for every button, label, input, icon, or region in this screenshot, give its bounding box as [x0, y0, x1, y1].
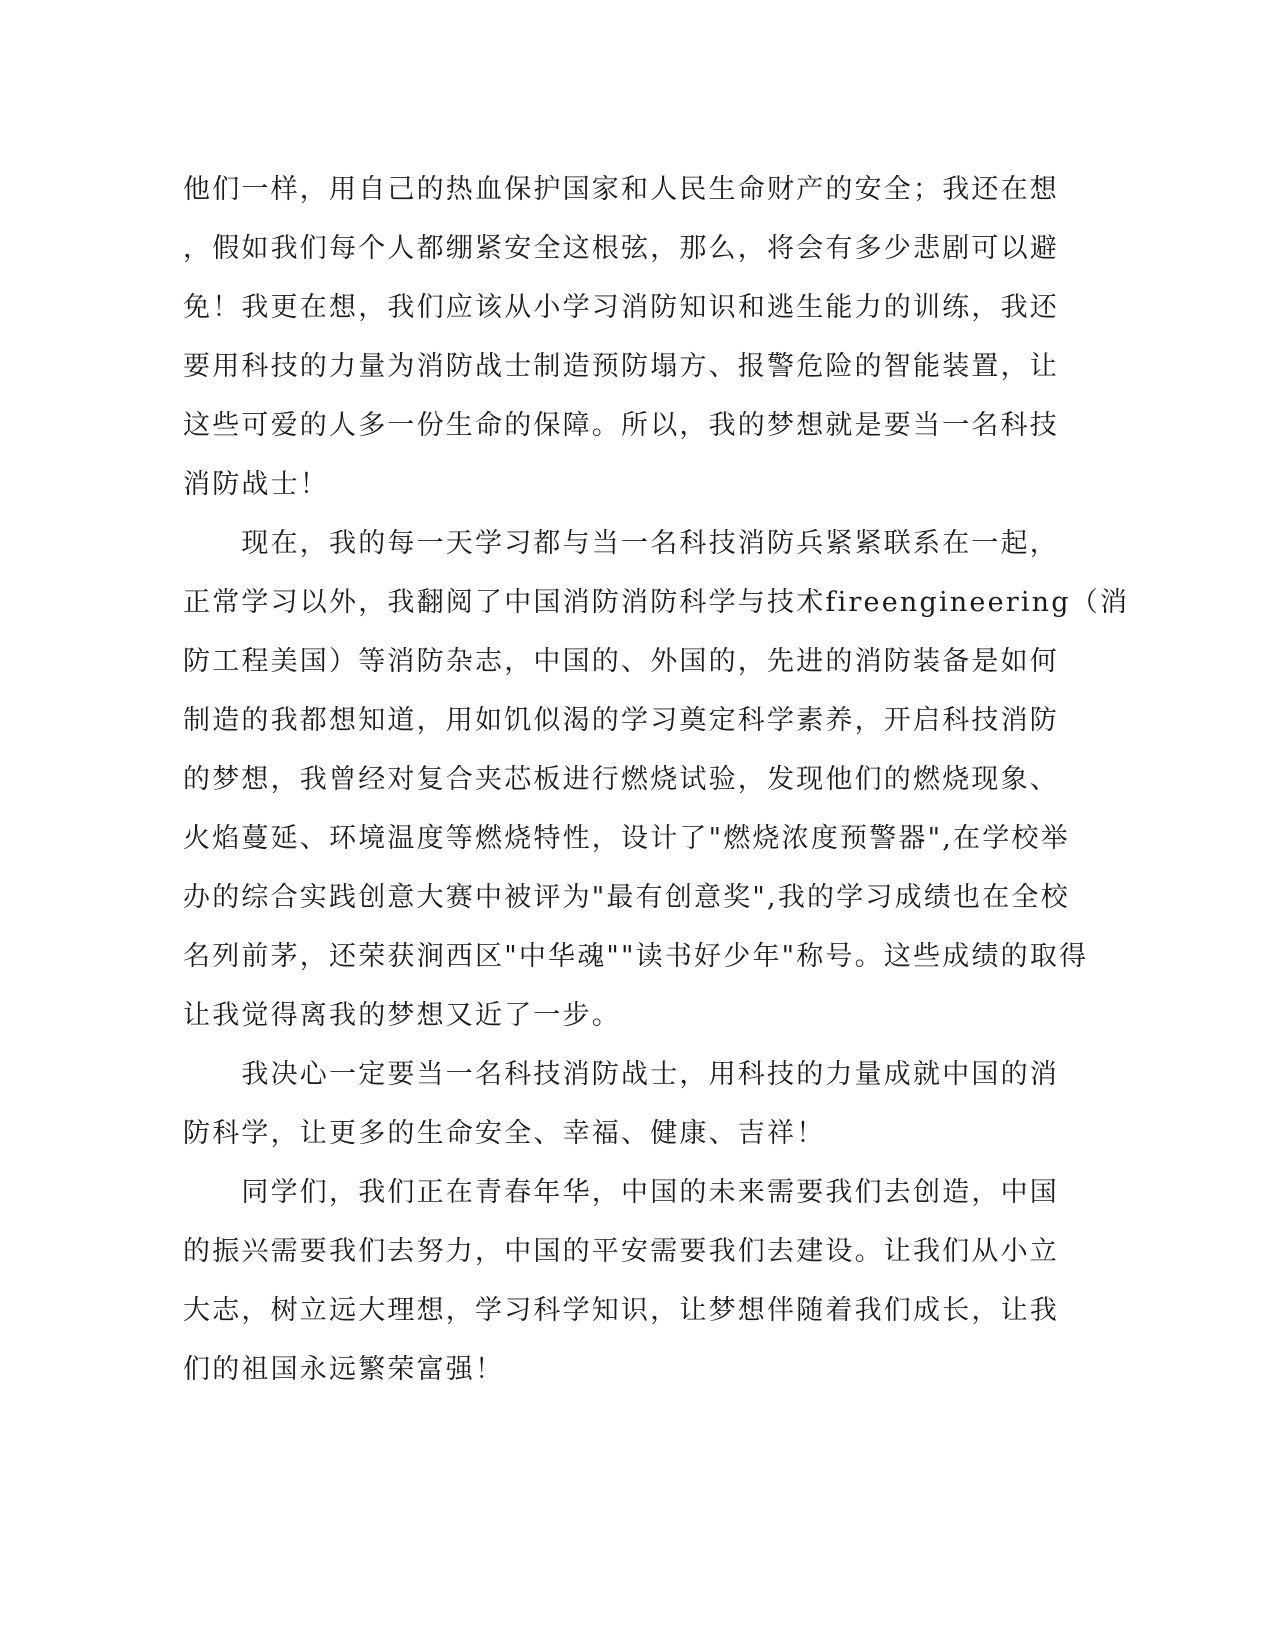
text-line: 防工程美国）等消防杂志，中国的、外国的，先进的消防装备是如何 [183, 646, 1059, 677]
text-line: 大志，树立远大理想，学习科学知识，让梦想伴随着我们成长，让我 [183, 1295, 1059, 1326]
text-line: 正常学习以外，我翻阅了中国消防消防科学与技术fireengineering（消 [183, 587, 1130, 618]
text-line: 这些可爱的人多一份生命的保障。所以，我的梦想就是要当一名科技 [183, 410, 1059, 441]
paragraph [183, 1163, 1059, 1399]
text-line: 们的祖国永远繁荣富强！ [183, 1354, 505, 1385]
text-line: 他们一样，用自己的热血保护国家和人民生命财产的安全；我还在想 [183, 174, 1059, 205]
text-line: 办的综合实践创意大赛中被评为"最有创意奖",我的学习成绩也在全校 [183, 882, 1070, 913]
text-line: ，假如我们每个人都绷紧安全这根弦，那么，将会有多少悲剧可以避 [183, 233, 1059, 264]
text-line: 火焰蔓延、环境温度等燃烧特性，设计了"燃烧浓度预警器",在学校举 [183, 823, 1070, 854]
text-line: 制造的我都想知道，用如饥似渴的学习奠定科学素养，开启科技消防 [183, 705, 1059, 736]
text-line: 的振兴需要我们去努力，中国的平安需要我们去建设。让我们从小立 [183, 1236, 1059, 1267]
paragraph [183, 514, 1130, 1045]
text-line: 免！我更在想，我们应该从小学习消防知识和逃生能力的训练，我还 [183, 292, 1059, 323]
text-line: 同学们，我们正在青春年华，中国的未来需要我们去创造，中国 [183, 1177, 1059, 1208]
text-line: 名列前茅，还荣获涧西区"中华魂""读书好少年"称号。这些成绩的取得 [183, 941, 1089, 972]
text-line: 消防战士！ [183, 469, 329, 500]
paragraph [183, 160, 1059, 514]
paragraph [183, 1045, 1059, 1163]
text-line: 我决心一定要当一名科技消防战士，用科技的力量成就中国的消 [183, 1059, 1059, 1090]
text-line: 防科学，让更多的生命安全、幸福、健康、吉祥！ [183, 1118, 826, 1149]
text-line: 现在，我的每一天学习都与当一名科技消防兵紧紧联系在一起， [183, 528, 1059, 559]
text-line: 让我觉得离我的梦想又近了一步。 [183, 1000, 621, 1031]
document-body [183, 160, 1130, 1399]
text-line: 要用科技的力量为消防战士制造预防塌方、报警危险的智能装置，让 [183, 351, 1059, 382]
text-line: 的梦想，我曾经对复合夹芯板进行燃烧试验，发现他们的燃烧现象、 [183, 764, 1059, 795]
